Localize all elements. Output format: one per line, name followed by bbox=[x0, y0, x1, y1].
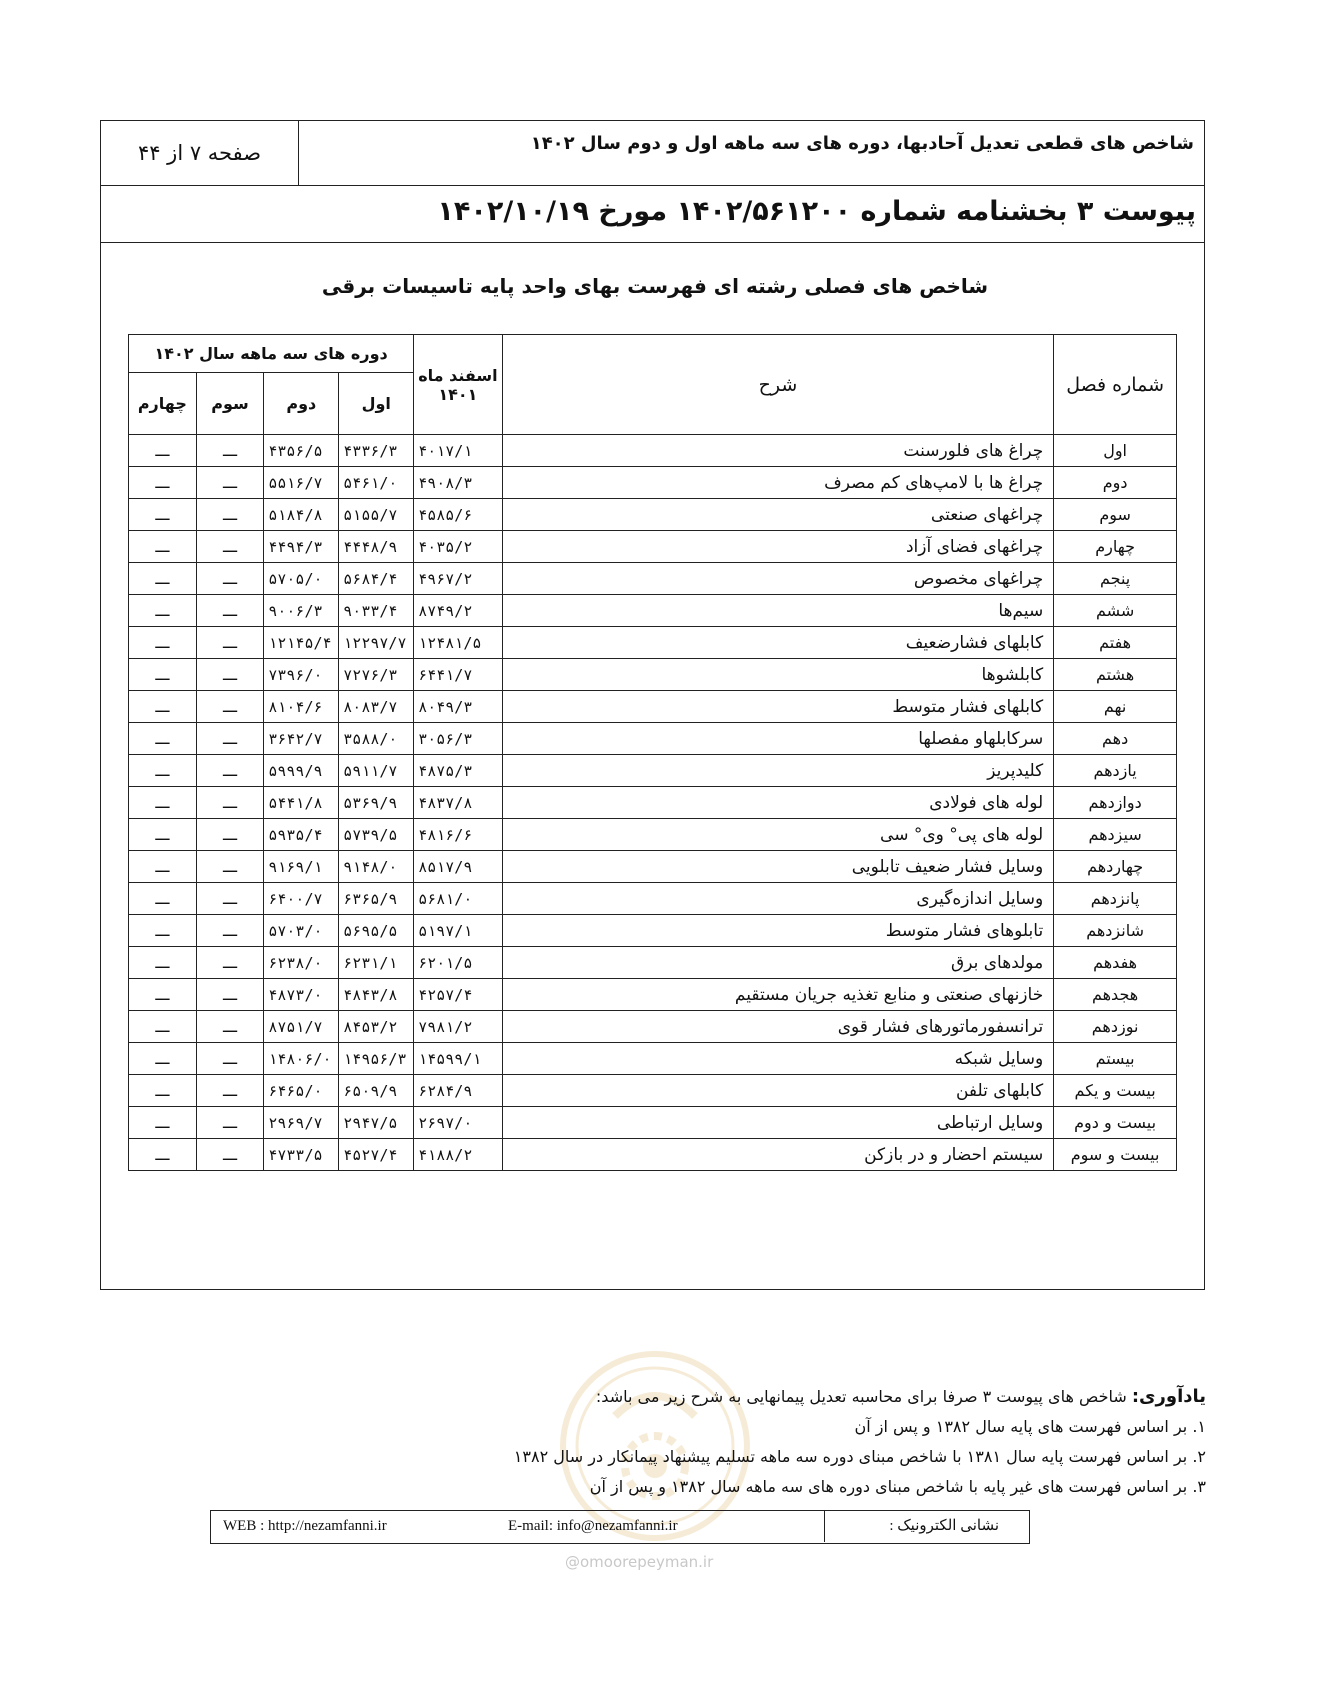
email-label: E-mail: bbox=[508, 1518, 553, 1534]
table-row bbox=[129, 723, 1177, 755]
column-header-esfand bbox=[414, 335, 502, 435]
q1-value-cell: ۹۰۳۳/۴ bbox=[339, 595, 414, 627]
chapter-cell: دوازدهم bbox=[1054, 787, 1177, 819]
table-header-row bbox=[129, 335, 1177, 373]
esfand-value-cell: ۴۹۶۷/۲ bbox=[414, 563, 502, 595]
reminder-note bbox=[306, 1382, 1206, 1502]
description-cell: ترانسفورماتورهای فشار قوی bbox=[502, 1011, 1054, 1043]
q1-value-cell: ۲۹۴۷/۵ bbox=[339, 1107, 414, 1139]
table-row bbox=[129, 947, 1177, 979]
table-row bbox=[129, 1139, 1177, 1171]
website-link[interactable]: WEB : http://nezamfanni.ir bbox=[223, 1518, 387, 1534]
chapter-cell: چهارم bbox=[1054, 531, 1177, 563]
column-header-description: شرح bbox=[502, 335, 1054, 435]
q4-value-cell: ـــ bbox=[129, 595, 197, 627]
esfand-value-cell: ۶۴۴۱/۷ bbox=[414, 659, 502, 691]
q3-value-cell: ـــ bbox=[196, 531, 264, 563]
q1-value-cell: ۸۴۵۳/۲ bbox=[339, 1011, 414, 1043]
description-cell: کابلهای تلفن bbox=[502, 1075, 1054, 1107]
esfand-value-cell: ۴۰۱۷/۱ bbox=[414, 435, 502, 467]
q4-value-cell: ـــ bbox=[129, 499, 197, 531]
esfand-value-cell: ۱۲۴۸۱/۵ bbox=[414, 627, 502, 659]
table-row bbox=[129, 1075, 1177, 1107]
reminder-intro: شاخص های پیوست ۳ صرفا برای محاسبه تعدیل پیمانهایی به شرح زیر می باشد: bbox=[595, 1387, 1127, 1406]
column-header-q2: دوم bbox=[264, 373, 339, 435]
table-row bbox=[129, 499, 1177, 531]
reminder-intro-line bbox=[306, 1382, 1206, 1412]
table-body bbox=[129, 435, 1177, 1171]
chapter-cell: هشتم bbox=[1054, 659, 1177, 691]
reminder-label: یادآوری: bbox=[1131, 1386, 1206, 1407]
subheader-row bbox=[101, 186, 1204, 243]
chapter-cell: سیزدهم bbox=[1054, 819, 1177, 851]
q3-value-cell: ـــ bbox=[196, 563, 264, 595]
chapter-cell: اول bbox=[1054, 435, 1177, 467]
chapter-cell: پانزدهم bbox=[1054, 883, 1177, 915]
chapter-cell: چهاردهم bbox=[1054, 851, 1177, 883]
esfand-label: اسفند ماه bbox=[418, 365, 498, 385]
page-number: صفحه ۷ از ۴۴ bbox=[101, 121, 299, 185]
table-row bbox=[129, 883, 1177, 915]
chapter-cell: هفتم bbox=[1054, 627, 1177, 659]
q4-value-cell: ـــ bbox=[129, 1075, 197, 1107]
table-row bbox=[129, 1011, 1177, 1043]
table-row bbox=[129, 851, 1177, 883]
chapter-cell: هجدهم bbox=[1054, 979, 1177, 1011]
email-link[interactable]: info@nezamfanni.ir bbox=[556, 1518, 678, 1534]
description-cell: چراغ های فلورسنت bbox=[502, 435, 1054, 467]
esfand-value-cell: ۲۶۹۷/۰ bbox=[414, 1107, 502, 1139]
q4-value-cell: ـــ bbox=[129, 659, 197, 691]
description-cell: تابلوهای فشار متوسط bbox=[502, 915, 1054, 947]
q2-value-cell: ۵۵۱۶/۷ bbox=[264, 467, 339, 499]
q1-value-cell: ۵۹۱۱/۷ bbox=[339, 755, 414, 787]
esfand-value-cell: ۴۸۱۶/۶ bbox=[414, 819, 502, 851]
q3-value-cell: ـــ bbox=[196, 595, 264, 627]
q1-value-cell: ۴۸۴۳/۸ bbox=[339, 979, 414, 1011]
q2-value-cell: ۳۶۴۲/۷ bbox=[264, 723, 339, 755]
contact-box bbox=[210, 1510, 1030, 1544]
description-cell: چراغ ها با لامپ‌های کم مصرف bbox=[502, 467, 1054, 499]
chapter-cell: ششم bbox=[1054, 595, 1177, 627]
esfand-value-cell: ۴۸۳۷/۸ bbox=[414, 787, 502, 819]
description-cell: وسایل ارتباطی bbox=[502, 1107, 1054, 1139]
q4-value-cell: ـــ bbox=[129, 819, 197, 851]
q4-value-cell: ـــ bbox=[129, 1011, 197, 1043]
description-cell: وسایل شبکه bbox=[502, 1043, 1054, 1075]
esfand-value-cell: ۳۰۵۶/۳ bbox=[414, 723, 502, 755]
q1-value-cell: ۶۵۰۹/۹ bbox=[339, 1075, 414, 1107]
q3-value-cell: ـــ bbox=[196, 979, 264, 1011]
column-header-quarters: دوره های سه ماهه سال ۱۴۰۲ bbox=[129, 335, 414, 373]
q4-value-cell: ـــ bbox=[129, 691, 197, 723]
index-table bbox=[128, 334, 1177, 1171]
q2-value-cell: ۱۴۸۰۶/۰ bbox=[264, 1043, 339, 1075]
esfand-value-cell: ۶۲۸۴/۹ bbox=[414, 1075, 502, 1107]
q3-value-cell: ـــ bbox=[196, 883, 264, 915]
chapter-cell: بیست و سوم bbox=[1054, 1139, 1177, 1171]
description-cell: چراغهای صنعتی bbox=[502, 499, 1054, 531]
q4-value-cell: ـــ bbox=[129, 435, 197, 467]
q2-value-cell: ۵۴۴۱/۸ bbox=[264, 787, 339, 819]
q3-value-cell: ـــ bbox=[196, 435, 264, 467]
q2-value-cell: ۵۹۹۹/۹ bbox=[264, 755, 339, 787]
q3-value-cell: ـــ bbox=[196, 1043, 264, 1075]
description-cell: سیستم احضار و در بازکن bbox=[502, 1139, 1054, 1171]
q1-value-cell: ۵۶۹۵/۵ bbox=[339, 915, 414, 947]
q3-value-cell: ـــ bbox=[196, 1139, 264, 1171]
description-cell: کلیدپریز bbox=[502, 755, 1054, 787]
table-row bbox=[129, 691, 1177, 723]
esfand-value-cell: ۷۹۸۱/۲ bbox=[414, 1011, 502, 1043]
esfand-value-cell: ۴۲۵۷/۴ bbox=[414, 979, 502, 1011]
description-cell: وسایل اندازه‌گیری bbox=[502, 883, 1054, 915]
description-cell: سیم‌ها bbox=[502, 595, 1054, 627]
q2-value-cell: ۵۱۸۴/۸ bbox=[264, 499, 339, 531]
q1-value-cell: ۱۲۲۹۷/۷ bbox=[339, 627, 414, 659]
footer-website: @omoorepeyman.ir bbox=[565, 1553, 714, 1571]
chapter-cell: نوزدهم bbox=[1054, 1011, 1177, 1043]
esfand-value-cell: ۵۱۹۷/۱ bbox=[414, 915, 502, 947]
chapter-cell: بیستم bbox=[1054, 1043, 1177, 1075]
table-row bbox=[129, 787, 1177, 819]
q3-value-cell: ـــ bbox=[196, 755, 264, 787]
q3-value-cell: ـــ bbox=[196, 659, 264, 691]
table-row bbox=[129, 627, 1177, 659]
q3-value-cell: ـــ bbox=[196, 1011, 264, 1043]
q3-value-cell: ـــ bbox=[196, 723, 264, 755]
circular-reference: پیوست ۳ بخشنامه شماره ۱۴۰۲/۵۶۱۲۰۰ مورخ ۱۴۰۲/۱۰/۱۹ bbox=[437, 196, 1196, 227]
column-header-q1: اول bbox=[339, 373, 414, 435]
q2-value-cell: ۵۷۰۵/۰ bbox=[264, 563, 339, 595]
description-cell: سرکابلهاو مفصلها bbox=[502, 723, 1054, 755]
q2-value-cell: ۸۷۵۱/۷ bbox=[264, 1011, 339, 1043]
reminder-item-1: ۱. بر اساس فهرست های پایه سال ۱۳۸۲ و پس از آن bbox=[854, 1417, 1206, 1436]
q3-value-cell: ـــ bbox=[196, 915, 264, 947]
table-row bbox=[129, 1043, 1177, 1075]
description-cell: وسایل فشار ضعیف تابلویی bbox=[502, 851, 1054, 883]
column-header-q4: چهارم bbox=[129, 373, 197, 435]
chapter-cell: پنجم bbox=[1054, 563, 1177, 595]
q2-value-cell: ۷۳۹۶/۰ bbox=[264, 659, 339, 691]
q2-value-cell: ۹۰۰۶/۳ bbox=[264, 595, 339, 627]
esfand-value-cell: ۶۲۰۱/۵ bbox=[414, 947, 502, 979]
chapter-cell: دهم bbox=[1054, 723, 1177, 755]
esfand-value-cell: ۸۰۴۹/۳ bbox=[414, 691, 502, 723]
q3-value-cell: ـــ bbox=[196, 467, 264, 499]
q3-value-cell: ـــ bbox=[196, 947, 264, 979]
table-row bbox=[129, 467, 1177, 499]
table-row bbox=[129, 563, 1177, 595]
description-cell: مولدهای برق bbox=[502, 947, 1054, 979]
q1-value-cell: ۵۴۶۱/۰ bbox=[339, 467, 414, 499]
chapter-cell: هفدهم bbox=[1054, 947, 1177, 979]
description-cell: خازنهای صنعتی و منابع تغذیه جریان مستقیم bbox=[502, 979, 1054, 1011]
q1-value-cell: ۵۶۸۴/۴ bbox=[339, 563, 414, 595]
q2-value-cell: ۲۹۶۹/۷ bbox=[264, 1107, 339, 1139]
description-cell: کابلشوها bbox=[502, 659, 1054, 691]
table-row bbox=[129, 979, 1177, 1011]
q1-value-cell: ۳۵۸۸/۰ bbox=[339, 723, 414, 755]
q4-value-cell: ـــ bbox=[129, 531, 197, 563]
q2-value-cell: ۹۱۶۹/۱ bbox=[264, 851, 339, 883]
q1-value-cell: ۹۱۴۸/۰ bbox=[339, 851, 414, 883]
table-row bbox=[129, 531, 1177, 563]
q3-value-cell: ـــ bbox=[196, 499, 264, 531]
esfand-value-cell: ۸۷۴۹/۲ bbox=[414, 595, 502, 627]
q2-value-cell: ۶۴۰۰/۷ bbox=[264, 883, 339, 915]
q4-value-cell: ـــ bbox=[129, 851, 197, 883]
table-row bbox=[129, 755, 1177, 787]
q4-value-cell: ـــ bbox=[129, 947, 197, 979]
q1-value-cell: ۶۳۶۵/۹ bbox=[339, 883, 414, 915]
q4-value-cell: ـــ bbox=[129, 1107, 197, 1139]
q3-value-cell: ـــ bbox=[196, 819, 264, 851]
table-row bbox=[129, 435, 1177, 467]
chapter-cell: دوم bbox=[1054, 467, 1177, 499]
q4-value-cell: ـــ bbox=[129, 915, 197, 947]
table-title: شاخص های فصلی رشته ای فهرست بهای واحد پایه تاسیسات برقی bbox=[321, 274, 989, 298]
esfand-value-cell: ۴۰۳۵/۲ bbox=[414, 531, 502, 563]
contact-label: نشانی الکترونیک : bbox=[824, 1511, 1029, 1542]
table-row bbox=[129, 819, 1177, 851]
esfand-value-cell: ۴۸۷۵/۳ bbox=[414, 755, 502, 787]
description-cell: کابلهای فشار متوسط bbox=[502, 691, 1054, 723]
q2-value-cell: ۶۴۶۵/۰ bbox=[264, 1075, 339, 1107]
q2-value-cell: ۴۷۳۳/۵ bbox=[264, 1139, 339, 1171]
q1-value-cell: ۴۵۲۷/۴ bbox=[339, 1139, 414, 1171]
q1-value-cell: ۴۴۴۸/۹ bbox=[339, 531, 414, 563]
table-row bbox=[129, 1107, 1177, 1139]
document-title: شاخص های قطعی تعدیل آحادبها، دوره های سه ماهه اول و دوم سال ۱۴۰۲ bbox=[530, 133, 1194, 154]
q4-value-cell: ـــ bbox=[129, 723, 197, 755]
q3-value-cell: ـــ bbox=[196, 851, 264, 883]
q3-value-cell: ـــ bbox=[196, 627, 264, 659]
q1-value-cell: ۵۱۵۵/۷ bbox=[339, 499, 414, 531]
table-row bbox=[129, 595, 1177, 627]
q1-value-cell: ۱۴۹۵۶/۳ bbox=[339, 1043, 414, 1075]
esfand-value-cell: ۱۴۵۹۹/۱ bbox=[414, 1043, 502, 1075]
q4-value-cell: ـــ bbox=[129, 1043, 197, 1075]
q1-value-cell: ۵۳۶۹/۹ bbox=[339, 787, 414, 819]
q4-value-cell: ـــ bbox=[129, 627, 197, 659]
esfand-value-cell: ۴۵۸۵/۶ bbox=[414, 499, 502, 531]
q2-value-cell: ۴۴۹۴/۳ bbox=[264, 531, 339, 563]
q2-value-cell: ۴۳۵۶/۵ bbox=[264, 435, 339, 467]
q3-value-cell: ـــ bbox=[196, 787, 264, 819]
q1-value-cell: ۷۲۷۶/۳ bbox=[339, 659, 414, 691]
chapter-cell: شانزدهم bbox=[1054, 915, 1177, 947]
q3-value-cell: ـــ bbox=[196, 1075, 264, 1107]
chapter-cell: بیست و دوم bbox=[1054, 1107, 1177, 1139]
q2-value-cell: ۵۷۰۳/۰ bbox=[264, 915, 339, 947]
description-cell: کابلهای فشارضعیف bbox=[502, 627, 1054, 659]
chapter-cell: بیست و یکم bbox=[1054, 1075, 1177, 1107]
q1-value-cell: ۶۲۳۱/۱ bbox=[339, 947, 414, 979]
q1-value-cell: ۵۷۳۹/۵ bbox=[339, 819, 414, 851]
description-cell: لوله های فولادی bbox=[502, 787, 1054, 819]
q2-value-cell: ۸۱۰۴/۶ bbox=[264, 691, 339, 723]
description-cell: لوله های پی° وی° سی bbox=[502, 819, 1054, 851]
q4-value-cell: ـــ bbox=[129, 883, 197, 915]
q4-value-cell: ـــ bbox=[129, 979, 197, 1011]
email-line bbox=[486, 1511, 678, 1542]
description-cell: چراغهای مخصوص bbox=[502, 563, 1054, 595]
chapter-cell: یازدهم bbox=[1054, 755, 1177, 787]
esfand-value-cell: ۴۹۰۸/۳ bbox=[414, 467, 502, 499]
q1-value-cell: ۸۰۸۳/۷ bbox=[339, 691, 414, 723]
esfand-value-cell: ۵۶۸۱/۰ bbox=[414, 883, 502, 915]
q4-value-cell: ـــ bbox=[129, 787, 197, 819]
q2-value-cell: ۴۸۷۳/۰ bbox=[264, 979, 339, 1011]
q2-value-cell: ۵۹۳۵/۴ bbox=[264, 819, 339, 851]
q3-value-cell: ـــ bbox=[196, 691, 264, 723]
q4-value-cell: ـــ bbox=[129, 755, 197, 787]
table-row bbox=[129, 915, 1177, 947]
q1-value-cell: ۴۳۳۶/۳ bbox=[339, 435, 414, 467]
q2-value-cell: ۱۲۱۴۵/۴ bbox=[264, 627, 339, 659]
q3-value-cell: ـــ bbox=[196, 1107, 264, 1139]
esfand-value-cell: ۴۱۸۸/۲ bbox=[414, 1139, 502, 1171]
esfand-value-cell: ۸۵۱۷/۹ bbox=[414, 851, 502, 883]
q4-value-cell: ـــ bbox=[129, 563, 197, 595]
reminder-item-3: ۳. بر اساس فهرست های غیر پایه با شاخص مبنای دوره های سه ماهه سال ۱۳۸۲ و پس از آن bbox=[589, 1477, 1206, 1496]
chapter-cell: نهم bbox=[1054, 691, 1177, 723]
column-header-q3: سوم bbox=[196, 373, 264, 435]
reminder-item-2: ۲. بر اساس فهرست پایه سال ۱۳۸۱ با شاخص مبنای دوره سه ماهه تسلیم پیشنهاد پیمانکار در سال ۱۳۸۲ bbox=[513, 1447, 1206, 1466]
table-row bbox=[129, 659, 1177, 691]
q4-value-cell: ـــ bbox=[129, 1139, 197, 1171]
q4-value-cell: ـــ bbox=[129, 467, 197, 499]
description-cell: چراغهای فضای آزاد bbox=[502, 531, 1054, 563]
q2-value-cell: ۶۲۳۸/۰ bbox=[264, 947, 339, 979]
chapter-cell: سوم bbox=[1054, 499, 1177, 531]
header-row bbox=[101, 121, 1204, 186]
column-header-chapter: شماره فصل bbox=[1054, 335, 1177, 435]
esfand-year: ۱۴۰۱ bbox=[438, 384, 478, 404]
